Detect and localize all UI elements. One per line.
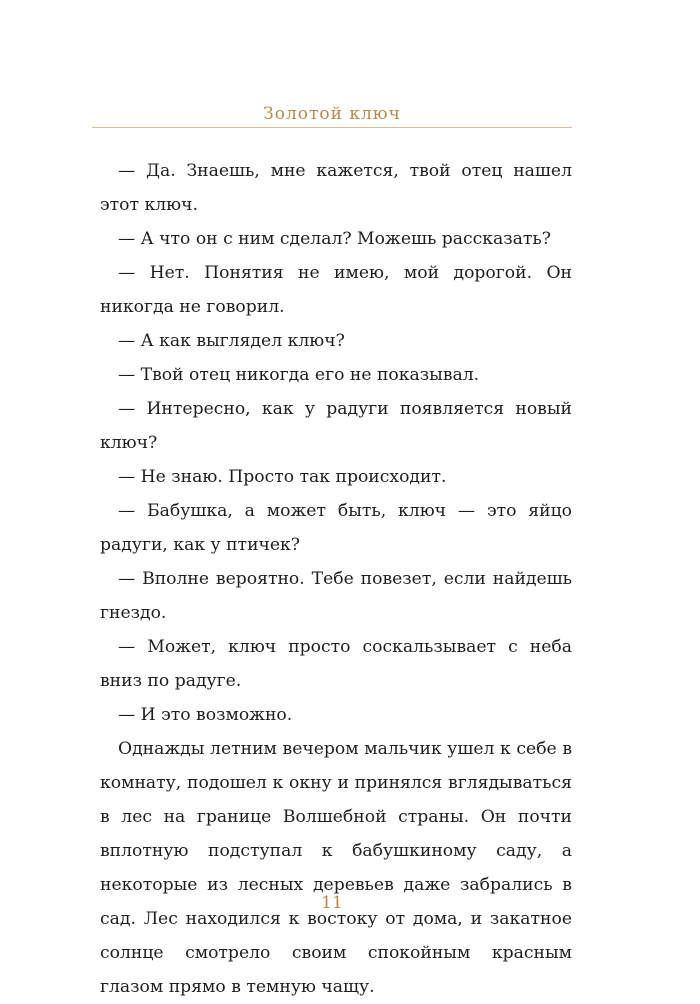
paragraph: — И это возможно. — [118, 705, 293, 725]
paragraph: — Да. Знаешь, мне кажется, твой отец нашел этот ключ. — [100, 161, 572, 215]
paragraph: — Может, ключ просто соскальзывает с неба вниз по радуге. — [100, 637, 572, 691]
header-rule — [92, 127, 572, 128]
paragraph: — Вполне вероятно. Тебе повезет, если найдешь гнездо. — [100, 569, 572, 623]
paragraph: — Твой отец никогда его не показывал. — [118, 365, 480, 385]
paragraph: — А как выглядел ключ? — [118, 331, 345, 351]
paragraph: — Интересно, как у радуги появляется новый ключ? — [100, 399, 572, 453]
paragraph: — Бабушка, а может быть, ключ — это яйцо радуги, как у птичек? — [100, 501, 572, 555]
running-head: Золотой ключ — [263, 104, 401, 124]
body-text — [100, 154, 572, 1004]
paragraph: Однажды летним вечером мальчик ушел к себе в комнату, подошел к окну и принялся вглядываться в лес на границе Волшебной страны. Он почти вплотную подступал к бабушкиному саду, а некоторые из лесных деревьев даже забрались в сад. Лес находился к востоку от дома, и закатное солнце смотрело своим спокойным красным глазом прямо в темную чащу. — [100, 739, 572, 997]
paragraph: — Нет. Понятия не имею, мой дорогой. Он никогда не говорил. — [100, 263, 572, 317]
page-number: 11 — [321, 893, 343, 913]
paragraph: — Не знаю. Просто так происходит. — [118, 467, 447, 487]
paragraph: — А что он с ним сделал? Можешь рассказать? — [118, 229, 551, 249]
